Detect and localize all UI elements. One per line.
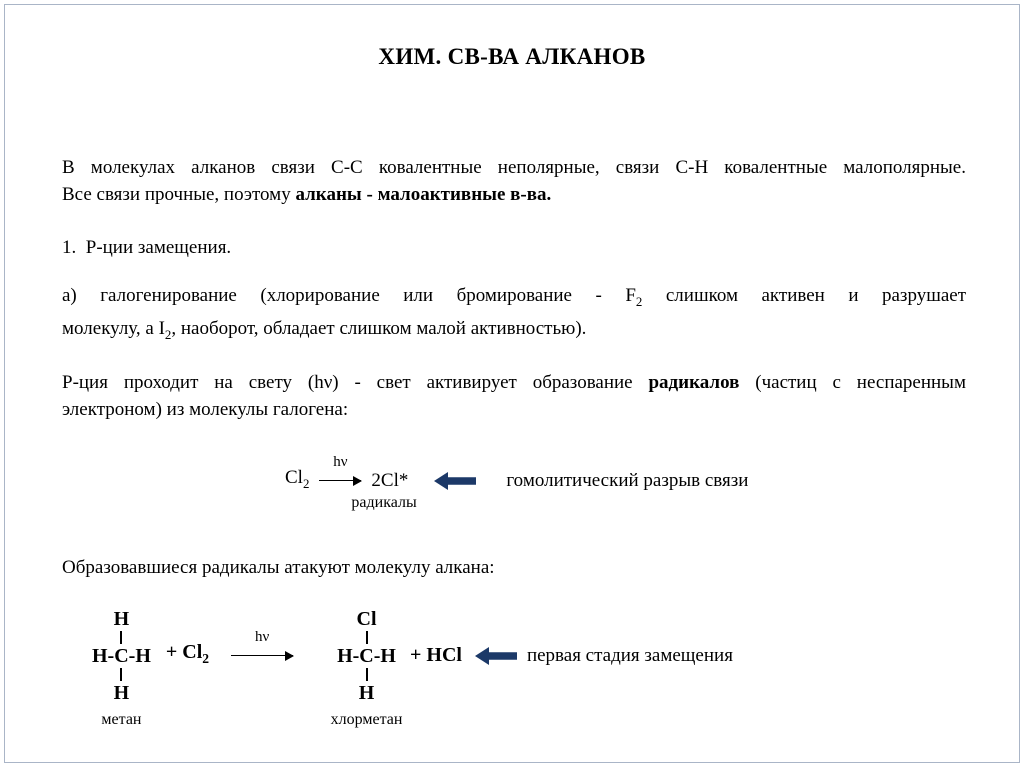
chloromethane-structure <box>330 607 403 728</box>
page-title: ХИМ. СВ-ВА АЛКАНОВ <box>378 44 646 69</box>
light-line1 <box>62 369 966 396</box>
halogenation-line2-text: молекулу, а <box>62 317 159 339</box>
plus-cl2-term: + $Cl_2$ <box>165 641 210 667</box>
slide-content <box>0 154 1024 728</box>
halogenation-paragraph <box>62 282 966 348</box>
intro-line2 <box>62 181 966 208</box>
intro-line1: В молекулах алканов связи С-С ковалентные неполярные, связи С-Н ковалентные малополярные. <box>62 157 966 178</box>
homolysis-caption: гомолитический разрыв связи <box>506 470 749 492</box>
reactant-cl2: $Cl_2$ <box>285 467 310 491</box>
product-2cl: 2Cl* <box>371 470 409 492</box>
chloromethane-mid: H-C-H <box>337 644 396 667</box>
halogenation-line2-end: , наоборот, обладает слишком малой активностью). <box>171 317 587 339</box>
methane-label: метан <box>101 710 142 728</box>
chloromethane-label: хлорметан <box>330 710 403 728</box>
light-line1-text: Р-ция проходит на свету (hν) - свет активирует образование <box>62 371 649 393</box>
radical-formation-equation <box>285 453 966 511</box>
light-condition-label: hν <box>254 628 270 645</box>
bond-icon <box>366 631 368 644</box>
light-line1-end: (частиц с неспаренным <box>739 371 966 393</box>
light-line2: электроном) из молекулы галогена: <box>62 398 349 420</box>
left-block-arrow-icon <box>475 646 517 666</box>
intro-line2-bold: алканы - малоактивные в-ва. <box>295 184 552 205</box>
intro-line2-text: Все связи прочные, поэтому <box>62 184 296 205</box>
left-block-arrow-shape <box>475 647 517 665</box>
halogenation-line1-text: а) галогенирование (хлорирование или бромирование - <box>62 285 626 306</box>
reaction-arrow <box>231 628 293 671</box>
methane-top-h: H <box>113 607 130 630</box>
light-condition-label: hν <box>333 453 348 470</box>
methane-mid: H-C-H <box>92 644 151 667</box>
first-stage-caption: первая стадия замещения <box>526 645 733 667</box>
halogenation-line1-end: слишком активен и разрушает <box>665 285 966 306</box>
intro-paragraph <box>62 154 966 208</box>
methane-bottom-h: H <box>113 681 130 704</box>
right-arrow-icon <box>319 480 361 482</box>
left-block-arrow-icon <box>434 471 476 491</box>
left-block-arrow-shape <box>434 472 476 490</box>
bond-icon <box>120 668 122 681</box>
light-activation-paragraph <box>62 369 966 423</box>
methane-structure <box>92 607 151 728</box>
halogenation-line1 <box>62 282 966 315</box>
attack-sentence: Образовавшиеся радикалы атакуют молекулу алкана: <box>62 556 495 578</box>
radicals-label: радикалы <box>351 493 417 511</box>
fluorine-formula: $F_2$ <box>625 285 643 309</box>
substitution-heading: 1. Р-ции замещения. <box>62 237 232 258</box>
radicals-bold: радикалов <box>648 371 740 393</box>
iodine-formula: $I_2$ <box>158 317 172 342</box>
chloromethane-bottom-h: H <box>358 681 375 704</box>
right-arrow-icon <box>231 655 293 657</box>
plus-hcl-term: + HCl <box>409 644 462 667</box>
bond-icon <box>120 631 122 644</box>
substitution-reaction <box>92 607 966 728</box>
halogenation-line2 <box>62 315 966 348</box>
chloromethane-top-cl: Cl <box>356 607 377 630</box>
bond-icon <box>366 668 368 681</box>
